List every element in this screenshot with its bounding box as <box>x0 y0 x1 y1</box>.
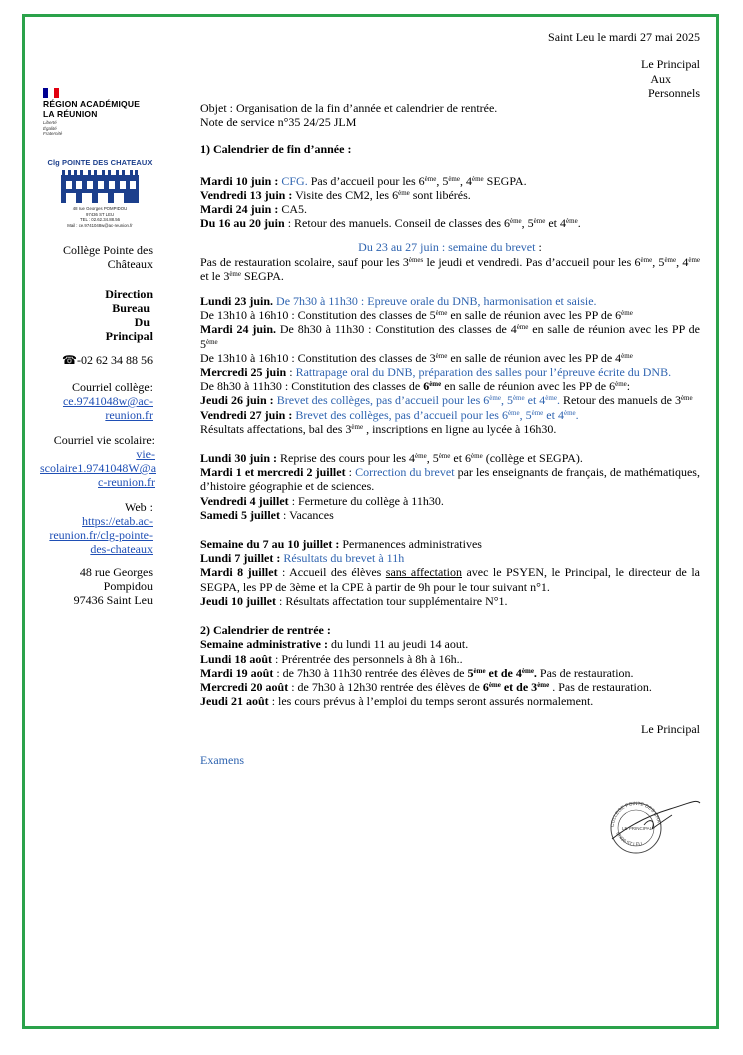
vie-scolaire-mail-link[interactable]: vie- scolaire1.9741048W@a c-reunion.fr <box>40 447 157 489</box>
line-4-juillet: Vendredi 4 juillet : Fermeture du collège à 11h30. <box>200 493 444 508</box>
line-24-juin: Mardi 24 juin. De 8h30 à 11h30 : Constitution des classes de 4ème en salle de réunion avec les PP de 5ème <box>200 322 701 351</box>
line-27-juin: Vendredi 27 juin : Brevet des collèges, pas d’accueil pour les 6ème, 5ème et 4ème. <box>200 407 579 422</box>
line-25-juin: Mercredi 25 juin : Rattrapage oral du DNB, préparation des salles pour l’épreuve écrite du DNB. <box>200 365 672 380</box>
line-semaine-administrative: Semaine administrative : du lundi 11 au jeudi 14 aout. <box>200 637 469 652</box>
logo-title-2: LA RÉUNION <box>43 108 98 119</box>
line-10-juin: Mardi 10 juin : CFG. Pas d’accueil pour les 6ème, 5ème, 4ème SEGPA. <box>200 173 527 188</box>
marianne-flag-icon <box>43 88 59 98</box>
recipient-line-1: Aux <box>650 71 671 86</box>
motto-1: Liberté <box>43 120 57 125</box>
motto-2: Égalité <box>43 125 57 131</box>
line-23-juin-pm: De 13h10 à 16h10 : Constitution des classes de 5ème en salle de réunion avec les PP de 6ème <box>200 308 633 323</box>
college-logo-address-2: 97436 ST LEU <box>85 211 115 217</box>
college-logo-tel: TEL : 02.62.34.88.56 <box>80 217 120 222</box>
line-18-aout: Lundi 18 août : Prérentrée des personnels à 8h à 16h.. <box>200 651 463 666</box>
line-16-20-juin: Du 16 au 20 juin : Retour des manuels. Conseil de classes des 6ème, 5ème et 4ème. <box>200 216 581 231</box>
date-line: Saint Leu le mardi 27 mai 2025 <box>548 30 700 44</box>
castle-icon <box>60 168 140 204</box>
sidebar-mail: Courriel collège: ce.9741048w@ac- reunion.fr <box>40 380 153 422</box>
brevet-week: Du 23 au 27 juin : semaine du brevet : <box>358 240 542 255</box>
college-logo-mail: Mail : ce.9741048w@ac-reunion.fr <box>67 222 133 228</box>
line-resultats-affectations: Résultats affectations, bal des 3ème , inscriptions en ligne au lycée à 16h30. <box>200 421 557 436</box>
line-20-aout: Mercredi 20 août : de 7h30 à 12h30 rentrée des élèves de 6ème et de 3ème . Pas de restauration. <box>200 679 652 694</box>
line-23-juin: Lundi 23 juin. De 7h30 à 11h30 : Epreuve orale du DNB, harmonisation et saisie. <box>200 294 597 309</box>
line-10-juillet: Jeudi 10 juillet : Résultats affectation tour supplémentaire N°1. <box>200 593 508 608</box>
letter-body <box>200 101 700 767</box>
sidebar-address: 48 rue Georges Pompidou 97436 Saint Leu <box>73 565 153 607</box>
logo-title-1: RÉGION ACADÉMIQUE <box>43 99 141 109</box>
examens-label: Examens <box>200 752 244 767</box>
section-2-title: 2) Calendrier de rentrée : <box>200 623 331 638</box>
stamp-middle-text: LE PRINCIPAL <box>622 826 653 831</box>
stamp-top-text: COLLEGE POINTE DES CHAT <box>610 801 661 828</box>
recipient-line-2: Personnels <box>648 86 700 100</box>
college-logo-title: Clg POINTE DES CHATEAUX <box>47 158 153 167</box>
sidebar-college-name: Collège Pointe des Châteaux <box>63 243 153 271</box>
line-30-juin: Lundi 30 juin : Reprise des cours pour les 4ème, 5ème et 6ème (collège et SEGPA). <box>200 451 583 466</box>
note-de-service: Note de service n°35 24/25 JLM <box>200 115 357 130</box>
line-13-juin: Vendredi 13 juin : Visite des CM2, les 6ème sont libérés. <box>200 187 471 202</box>
line-24-juin-pm: De 13h10 à 16h10 : Constitution des classes de 3ème en salle de réunion avec les PP de 4ème <box>200 350 633 365</box>
line-19-aout: Mardi 19 août : de 7h30 à 11h30 rentrée des élèves de 5ème et de 4ème. Pas de restauration. <box>200 665 634 680</box>
official-stamp <box>600 795 710 855</box>
sidebar-direction: Direction Bureau Du Principal <box>105 287 153 343</box>
line-5-juillet: Samedi 5 juillet : Vacances <box>200 507 334 522</box>
sender: Le Principal <box>641 57 700 71</box>
college-logo <box>46 158 154 228</box>
line-7-juillet: Lundi 7 juillet : Résultats du brevet à 11h <box>200 551 405 566</box>
section-1-title: 1) Calendrier de fin d’année : <box>200 142 352 157</box>
sidebar-web: Web : https://etab.ac- reunion.fr/clg-pointe- des-chateaux <box>40 500 153 556</box>
signature-label: Le Principal <box>641 722 700 737</box>
stamp-bottom-text: 97436 ST LEU <box>614 831 643 848</box>
recipient-block <box>641 57 700 101</box>
restauration-note: Pas de restauration scolaire, sauf pour les 3èmes le jeudi et vendredi. Pas d’accueil pour les 6ème, 5ème, 4ème et le 3ème SEGPA. <box>200 254 701 283</box>
line-8-juillet: Mardi 8 juillet : Accueil des élèves sans affectation avec le PSYEN, le Principal, le directeur de la SEGPA, les PP de 3ème et la CPE à partir de 9h pour le tour suivant n°1. <box>200 565 700 594</box>
website-link[interactable]: https://etab.ac- reunion.fr/clg-pointe- des-chateaux <box>49 514 153 556</box>
sidebar-phone: ☎-02 62 34 88 56 <box>62 353 153 367</box>
objet: Objet : Organisation de la fin d’année et calendrier de rentrée. <box>200 101 498 115</box>
line-1-2-juillet: Mardi 1 et mercredi 2 juillet : Correction du brevet par les enseignants de français, de mathématiques, d’histoire géographie et de sciences. <box>200 465 700 494</box>
college-mail-link[interactable]: ce.9741048w@ac- reunion.fr <box>62 394 153 422</box>
line-semaine-7-10: Semaine du 7 au 10 juillet : Permanences administratives <box>200 537 482 552</box>
line-21-aout: Jeudi 21 août : les cours prévus à l’emploi du temps seront assurés normalement. <box>200 694 594 709</box>
line-24-juin-ca: Mardi 24 juin : CA5. <box>200 202 308 217</box>
college-logo-address-1: 48 rue Georges POMPIDOU <box>72 206 128 211</box>
line-25-juin-am: De 8h30 à 11h30 : Constitution des classes de 6ème en salle de réunion avec les PP de 6ème: <box>200 379 631 394</box>
line-26-juin: Jeudi 26 juin : Brevet des collèges, pas d’accueil pour les 6ème, 5ème et 4ème. Retour des manuels de 3ème <box>200 393 693 408</box>
sidebar-vie-scolaire: Courriel vie scolaire: vie- scolaire1.9741048W@a c-reunion.fr <box>40 433 157 489</box>
region-academique-logo <box>43 88 153 137</box>
motto-3: Fraternité <box>43 131 63 136</box>
